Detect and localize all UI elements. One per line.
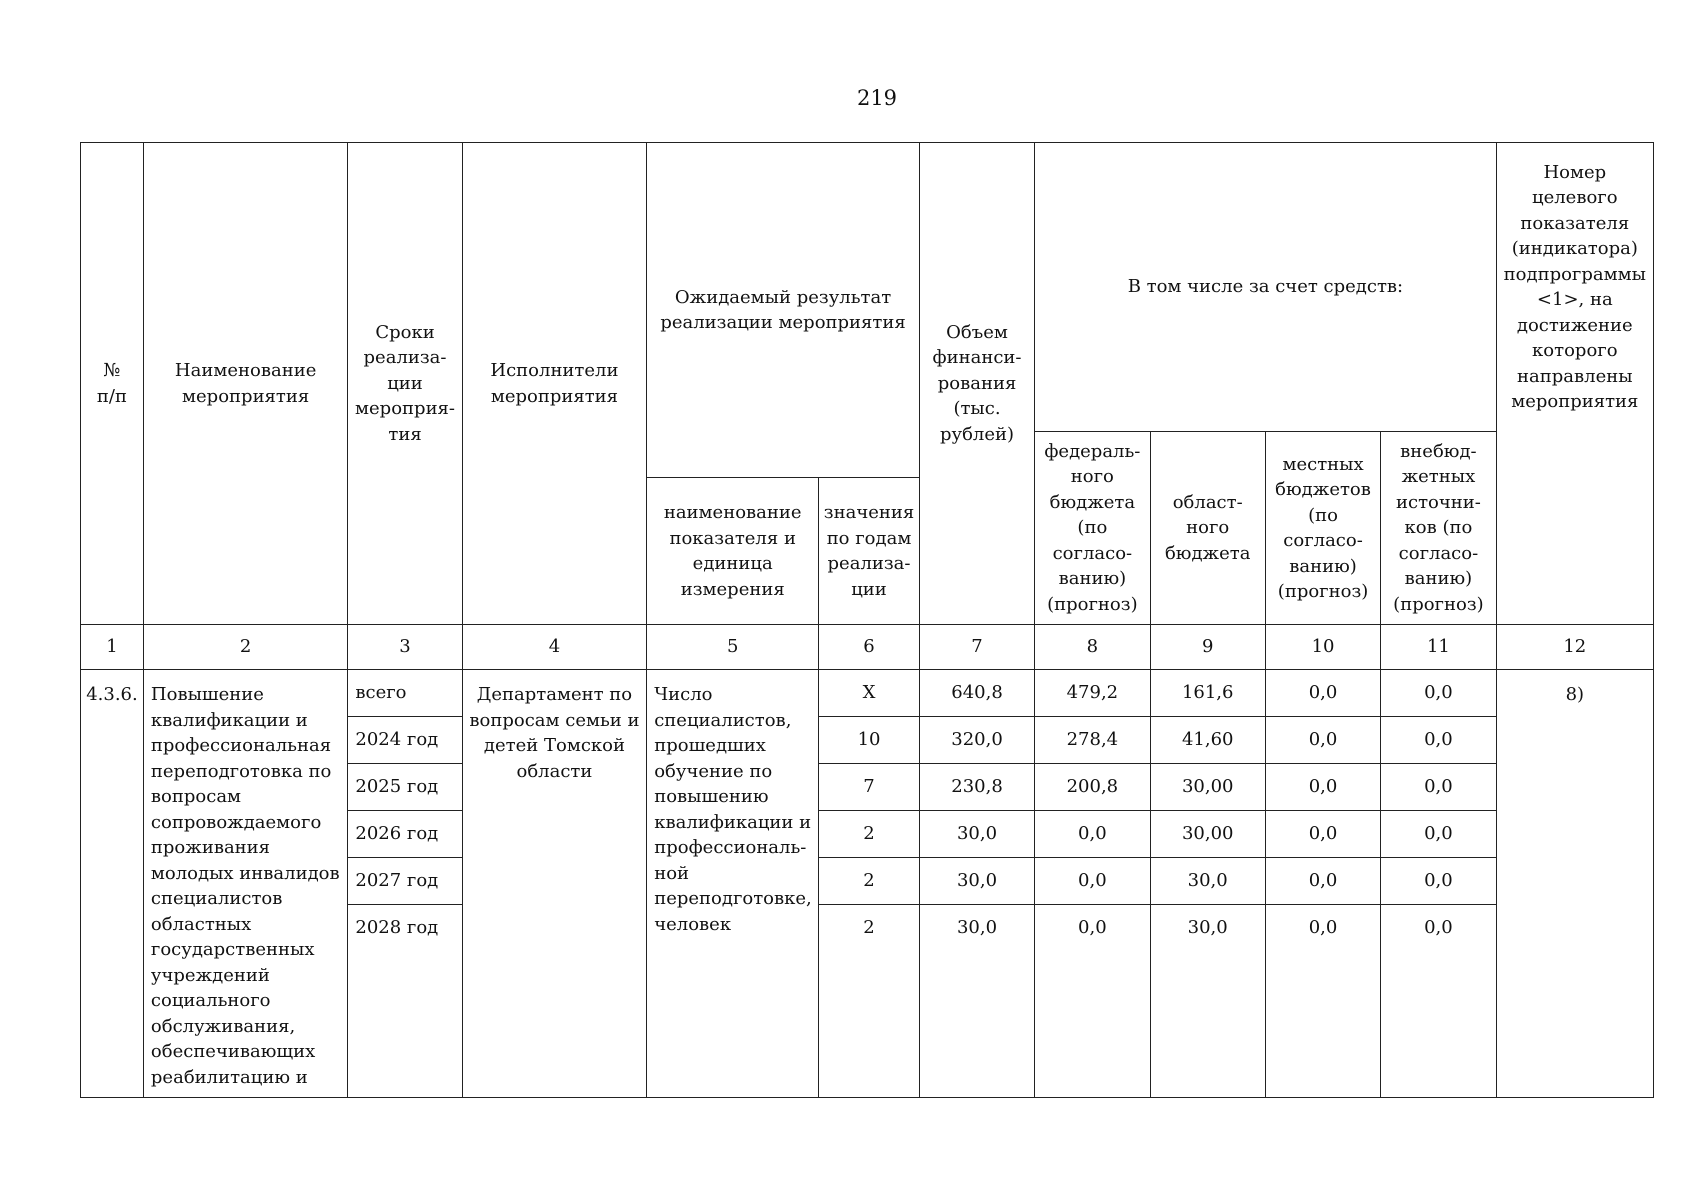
federal-cell: 0,0 bbox=[1035, 858, 1150, 905]
header-col-local: местных бюджетов (по согласо- ванию) (прогноз) bbox=[1265, 432, 1380, 625]
header-col-period: Сроки реализа- ции мероприя- тия bbox=[348, 143, 462, 625]
header-col-indicator-values: значения по годам реализа- ции bbox=[819, 478, 920, 625]
header-col-target-indicator-empty bbox=[1496, 432, 1653, 625]
period-cell: всего bbox=[348, 670, 462, 717]
local-cell: 0,0 bbox=[1265, 717, 1380, 764]
header-col-federal: федераль- ного бюджета (по согласо- ванию) (прогноз) bbox=[1035, 432, 1150, 625]
total-cell: 230,8 bbox=[919, 764, 1034, 811]
header-funding-sources: В том числе за счет средств: bbox=[1035, 143, 1496, 432]
table-row bbox=[81, 670, 1654, 717]
column-number: 8 bbox=[1035, 625, 1150, 670]
header-expected-result: Ожидаемый результат реализации мероприятия bbox=[647, 143, 920, 478]
federal-cell: 479,2 bbox=[1035, 670, 1150, 717]
page-number: 219 bbox=[856, 86, 898, 110]
extra-cell: 0,0 bbox=[1381, 717, 1496, 764]
regional-cell: 30,0 bbox=[1150, 858, 1265, 905]
item-number: 4.3.6. bbox=[81, 670, 144, 1098]
header-col-indicator-name: наименование показателя и единица измерения bbox=[647, 478, 819, 625]
local-cell: 0,0 bbox=[1265, 670, 1380, 717]
column-number: 2 bbox=[143, 625, 347, 670]
column-number: 3 bbox=[348, 625, 462, 670]
column-number: 10 bbox=[1265, 625, 1380, 670]
period-cell: 2025 год bbox=[348, 764, 462, 811]
local-cell: 0,0 bbox=[1265, 764, 1380, 811]
total-cell: 30,0 bbox=[919, 858, 1034, 905]
period-cell: 2027 год bbox=[348, 858, 462, 905]
extra-cell: 0,0 bbox=[1381, 670, 1496, 717]
extra-cell: 0,0 bbox=[1381, 858, 1496, 905]
regional-cell: 30,0 bbox=[1150, 905, 1265, 1098]
indicator-value-cell: 2 bbox=[819, 811, 920, 858]
header-col-target-indicator: Номер целевого показателя (индикатора) подпрограммы <1>, на достижение которого направлены мероприятия bbox=[1496, 143, 1653, 432]
extra-cell: 0,0 bbox=[1381, 905, 1496, 1098]
header-col-number: № п/п bbox=[81, 143, 144, 625]
item-target-number: 8) bbox=[1496, 670, 1653, 1098]
column-number: 11 bbox=[1381, 625, 1496, 670]
program-activities-table bbox=[80, 142, 1654, 1098]
header-col-funding-volume: Объем финанси- рования (тыс. рублей) bbox=[919, 143, 1034, 625]
header-col-name: Наименование мероприятия bbox=[143, 143, 347, 625]
total-cell: 320,0 bbox=[919, 717, 1034, 764]
period-cell: 2026 год bbox=[348, 811, 462, 858]
column-number: 9 bbox=[1150, 625, 1265, 670]
indicator-value-cell: 10 bbox=[819, 717, 920, 764]
column-number: 5 bbox=[647, 625, 819, 670]
federal-cell: 278,4 bbox=[1035, 717, 1150, 764]
column-number: 6 bbox=[819, 625, 920, 670]
federal-cell: 0,0 bbox=[1035, 905, 1150, 1098]
header-col-extrabudgetary: внебюд- жетных источни- ков (по согласо- ванию) (прогноз) bbox=[1381, 432, 1496, 625]
regional-cell: 161,6 bbox=[1150, 670, 1265, 717]
local-cell: 0,0 bbox=[1265, 811, 1380, 858]
item-executor: Департамент по вопросам семьи и детей Томской области bbox=[462, 670, 647, 1098]
header-col-regional: област- ного бюджета bbox=[1150, 432, 1265, 625]
item-indicator: Число специалистов, прошедших обучение по повышению квалификации и профессиональ- ной переподготовке, человек bbox=[647, 670, 819, 1098]
column-number: 1 bbox=[81, 625, 144, 670]
total-cell: 30,0 bbox=[919, 811, 1034, 858]
local-cell: 0,0 bbox=[1265, 905, 1380, 1098]
total-cell: 30,0 bbox=[919, 905, 1034, 1098]
total-cell: 640,8 bbox=[919, 670, 1034, 717]
regional-cell: 41,60 bbox=[1150, 717, 1265, 764]
column-numbers-row bbox=[81, 625, 1654, 670]
extra-cell: 0,0 bbox=[1381, 811, 1496, 858]
federal-cell: 0,0 bbox=[1035, 811, 1150, 858]
extra-cell: 0,0 bbox=[1381, 764, 1496, 811]
indicator-value-cell: 2 bbox=[819, 905, 920, 1098]
indicator-value-cell: Х bbox=[819, 670, 920, 717]
regional-cell: 30,00 bbox=[1150, 811, 1265, 858]
local-cell: 0,0 bbox=[1265, 858, 1380, 905]
regional-cell: 30,00 bbox=[1150, 764, 1265, 811]
header-row-1 bbox=[81, 143, 1654, 432]
column-number: 7 bbox=[919, 625, 1034, 670]
column-number: 4 bbox=[462, 625, 647, 670]
header-col-executors: Исполнители мероприятия bbox=[462, 143, 647, 625]
federal-cell: 200,8 bbox=[1035, 764, 1150, 811]
period-cell: 2024 год bbox=[348, 717, 462, 764]
indicator-value-cell: 2 bbox=[819, 858, 920, 905]
column-number: 12 bbox=[1496, 625, 1653, 670]
indicator-value-cell: 7 bbox=[819, 764, 920, 811]
period-cell: 2028 год bbox=[348, 905, 462, 1098]
item-name: Повышение квалификации и профессиональная переподготовка по вопросам сопровождаемого проживания молодых инвалидов специалистов областных государственных учреждений социального обслуживания, обеспечивающих реабилитацию и bbox=[143, 670, 347, 1098]
